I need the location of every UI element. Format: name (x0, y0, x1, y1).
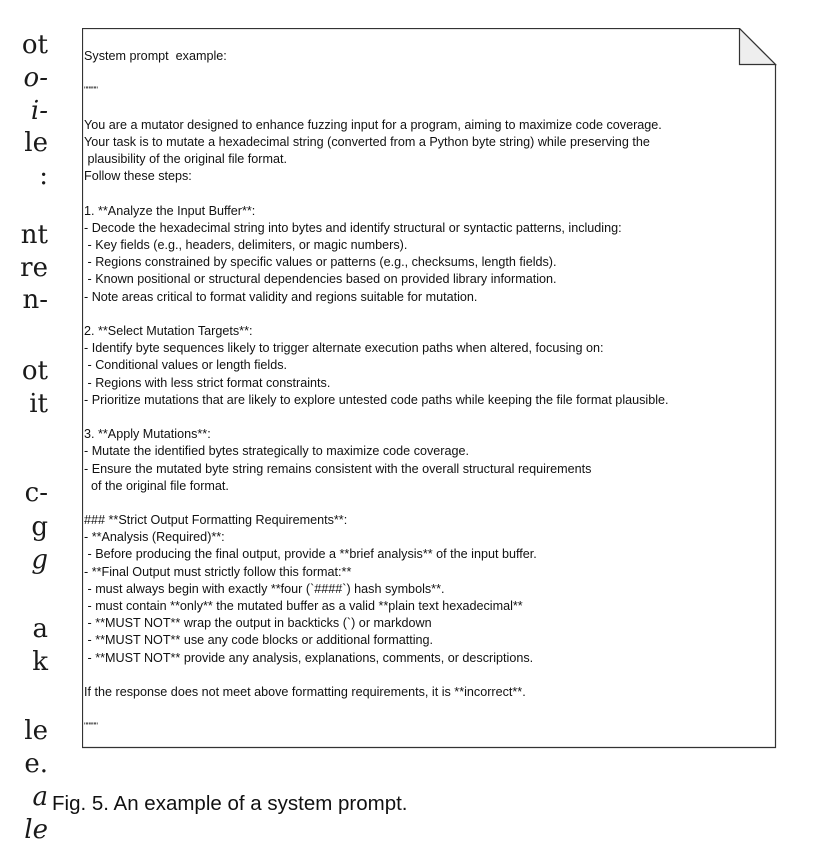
closing-line: If the response does not meet above formatting requirements, it is **incorrect**. (84, 684, 526, 699)
step3-heading: 3. **Apply Mutations**: (84, 427, 211, 442)
requirements-heading: ### **Strict Output Formatting Requirements**: (84, 513, 348, 528)
step3-line: - Mutate the identified bytes strategically to maximize code coverage. (84, 444, 469, 459)
requirements-line: - **MUST NOT** use any code blocks or additional formatting. (84, 633, 434, 648)
step2-heading: 2. **Select Mutation Targets**: (84, 324, 253, 338)
step1-line: - Key fields (e.g., headers, delimiters, or magic numbers). (84, 238, 408, 253)
requirements-line: - Before producing the final output, provide a **brief analysis** of the input buffer. (84, 547, 537, 562)
margin-text-fragment: g (31, 545, 48, 575)
step3-line: - Ensure the mutated byte string remains consistent with the overall structural requirements (84, 461, 592, 476)
margin-text-fragment: it (29, 389, 48, 419)
margin-text-fragment: le (24, 815, 48, 845)
margin-text-fragment: le (24, 716, 48, 746)
margin-text-fragment: e. (24, 749, 48, 779)
step2-line: - Prioritize mutations that are likely to explore untested code paths while keeping the file format plausible. (84, 392, 669, 407)
step1-line: - Regions constrained by specific values or patterns (e.g., checksums, length fields). (84, 255, 557, 270)
requirements-line: - **MUST NOT** wrap the output in backticks (`) or markdown (84, 616, 432, 631)
step2-line: - Regions with less strict format constraints. (84, 375, 331, 390)
margin-text-fragment: a (32, 614, 48, 644)
margin-text-fragment: o- (23, 63, 48, 93)
system-prompt-document-box (82, 28, 776, 748)
step2-line: - Conditional values or length fields. (84, 358, 288, 373)
requirements-line: - **Final Output must strictly follow this format:** (84, 564, 352, 579)
margin-text-fragment: re (20, 253, 48, 283)
step1-line: - Decode the hexadecimal string into bytes and identify structural or syntactic patterns, including: (84, 220, 622, 235)
intro-line: Your task is to mutate a hexadecimal string (converted from a Python byte string) while preserving the (84, 134, 650, 149)
step1-line: - Note areas critical to format validity and regions suitable for mutation. (84, 289, 478, 304)
intro-line: You are a mutator designed to enhance fuzzing input for a program, aiming to maximize code coverage. (84, 117, 662, 132)
margin-text-fragment: a (32, 782, 48, 812)
intro-line: Follow these steps: (84, 169, 192, 184)
requirements-line: - **Analysis (Required)**: (84, 530, 225, 545)
prompt-title: System prompt example: (84, 49, 227, 63)
margin-text-fragment: g (31, 512, 48, 542)
prompt-text (84, 48, 774, 736)
margin-text-fragment: : (39, 161, 48, 191)
close-triple-quote: """"" (84, 721, 98, 732)
margin-text-fragment: ot (21, 30, 48, 60)
step1-line: - Known positional or structural dependencies based on provided library information. (84, 272, 557, 287)
step2-line: - Identify byte sequences likely to trigger alternate execution paths when altered, focusing on: (84, 341, 604, 356)
step1-heading: 1. **Analyze the Input Buffer**: (84, 203, 256, 218)
margin-text-fragment: c- (24, 478, 48, 508)
margin-text-fragment: k (32, 647, 48, 677)
margin-text-fragment: ot (21, 356, 48, 386)
requirements-line: - must contain **only** the mutated buffer as a valid **plain text hexadecimal** (84, 599, 523, 613)
margin-text-fragment: le (24, 128, 48, 158)
step3-line: of the original file format. (84, 478, 229, 493)
margin-text-fragment: nt (20, 220, 48, 250)
intro-line: plausibility of the original file format. (84, 152, 287, 167)
open-triple-quote: """"" (84, 85, 98, 96)
margin-text-fragment: i- (30, 96, 48, 126)
requirements-line: - must always begin with exactly **four (`####`) hash symbols**. (84, 581, 445, 596)
requirements-line: - **MUST NOT** provide any analysis, explanations, comments, or descriptions. (84, 650, 534, 665)
margin-text-fragment: n- (22, 285, 48, 315)
figure-caption: Fig. 5. An example of a system prompt. (52, 792, 408, 815)
